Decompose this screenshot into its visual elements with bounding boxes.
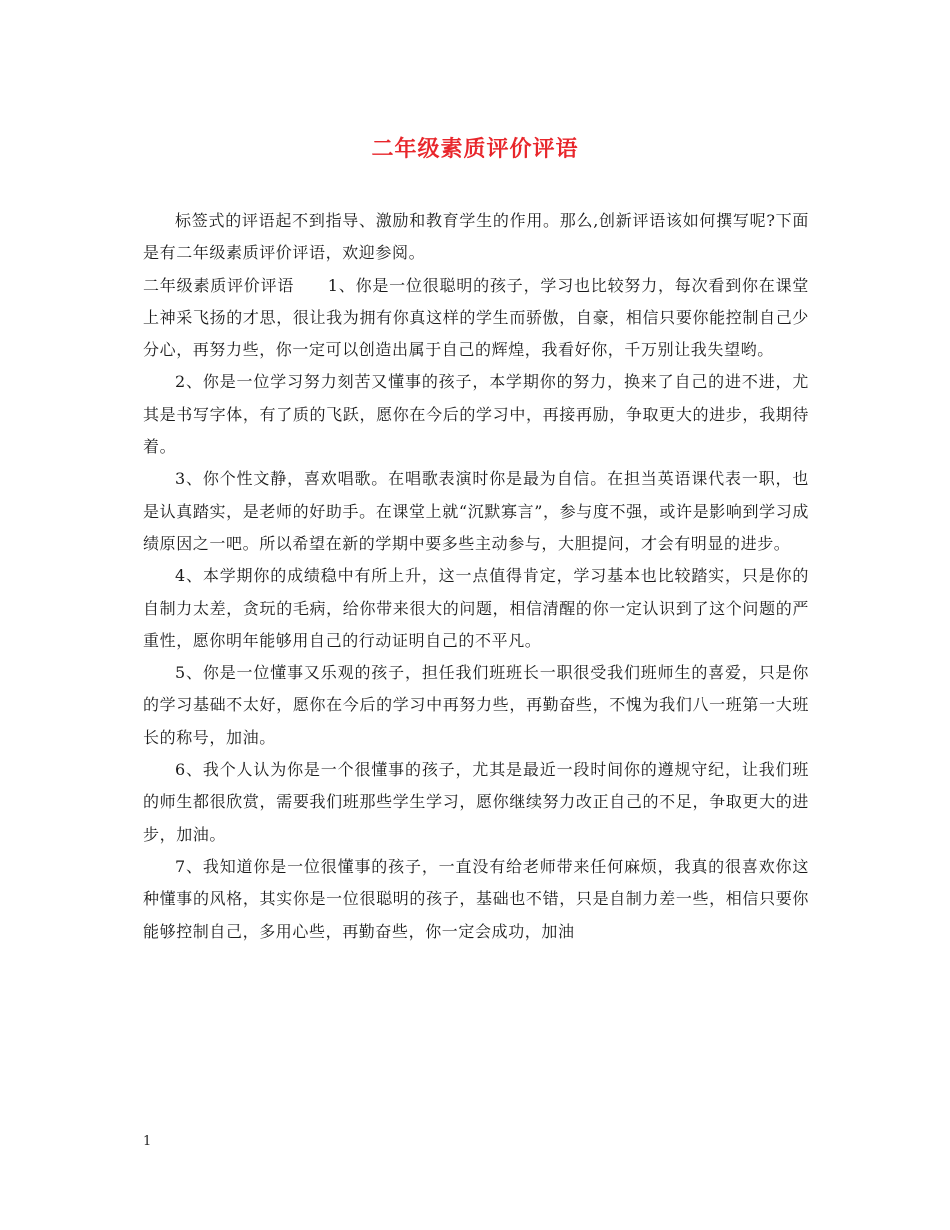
comment-paragraph-3: 3、你个性文静，喜欢唱歌。在唱歌表演时你是最为自信。在担当英语课代表一职，也是认真踏实，是老师的好助手。在课堂上就“沉默寡言”，参与度不强，或许是影响到学习成绩原因之一吧。所以希望在新的学期中要多些主动参与，大胆提问，才会有明显的进步。 [143,469,809,553]
comment-paragraph-1: 二年级素质评价评语 1、你是一位很聪明的孩子，学习也比较努力，每次看到你在课堂上神采飞扬的才思，很让我为拥有你真这样的学生而骄傲，自豪，相信只要你能控制自己少分心，再努力些，你一定可以创造出属于自己的辉煌，我看好你，千万别让我失望哟。 [143,275,809,360]
comment-paragraph-7: 7、我知道你是一位很懂事的孩子，一直没有给老师带来任何麻烦，我真的很喜欢你这种懂事的风格，其实你是一位很聪明的孩子，基础也不错，只是自制力差一些，相信只要你能够控制自己，多用心些，再勤奋些，你一定会成功，加油 [143,856,809,941]
comment-paragraph-4: 4、本学期你的成绩稳中有所上升，这一点值得肯定，学习基本也比较踏实，只是你的自制力太差，贪玩的毛病，给你带来很大的问题，相信清醒的你一定认识到了这个问题的严重性，愿你明年能够用自己的行动证明自己的不平凡。 [143,566,809,650]
comment-paragraph-2: 2、你是一位学习努力刻苦又懂事的孩子，本学期你的努力，换来了自己的进不进，尤其是书写字体，有了质的飞跃，愿你在今后的学习中，再接再励，争取更大的进步，我期待着。 [143,372,809,457]
document-title: 二年级素质评价评语 [371,136,579,162]
comment-paragraph-5: 5、你是一位懂事又乐观的孩子，担任我们班班长一职很受我们班师生的喜爱，只是你的学习基础不太好，愿你在今后的学习中再努力些，再勤奋些，不愧为我们八一班第一大班长的称号，加油。 [143,663,809,747]
document-body [143,205,809,948]
page-number: 1 [143,1134,152,1149]
intro-paragraph: 标签式的评语起不到指导、激励和教育学生的作用。那么,创新评语该如何撰写呢?下面是有二年级素质评价评语，欢迎参阅。 [143,211,809,263]
comment-paragraph-6: 6、我个人认为你是一个很懂事的孩子，尤其是最近一段时间你的遵规守纪，让我们班的师生都很欣赏，需要我们班那些学生学习，愿你继续努力改正自己的不足，争取更大的进步，加油。 [143,760,809,844]
